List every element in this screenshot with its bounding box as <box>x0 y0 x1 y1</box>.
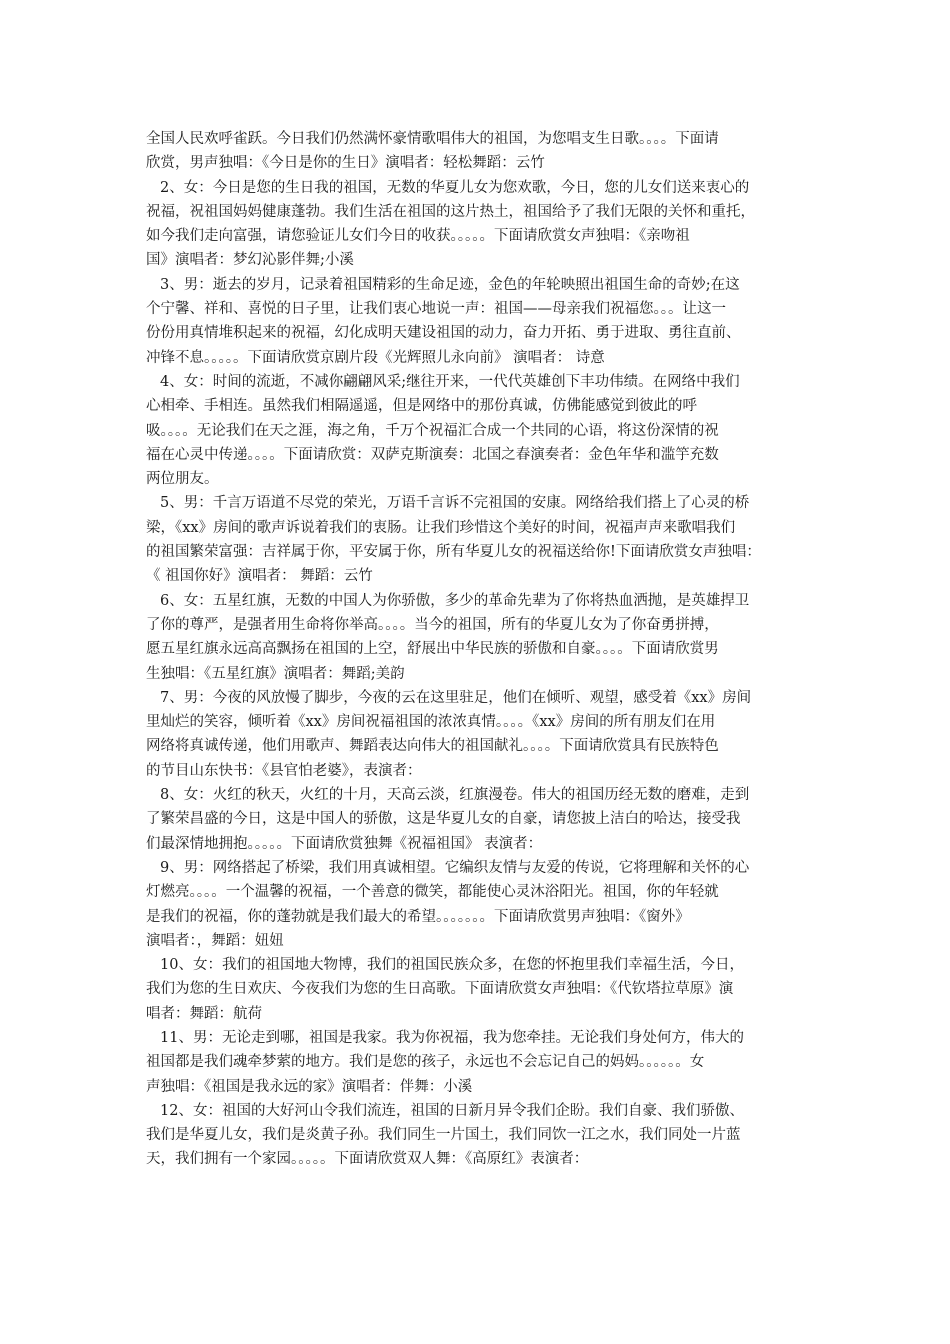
paragraph-start-line: 3、男：逝去的岁月，记录着祖国精彩的生命足迹，金色的年轮映照出祖国生命的奇妙;在这 <box>160 276 740 293</box>
text-line: 是我们的祝福，你的蓬勃就是我们最大的希望。。。。。。。下面请欣赏男声独唱：《窗外》 <box>146 908 690 925</box>
paragraph-start-line: 4、女：时间的流逝，不减你翩翩风采;继往开来，一代代英雄创下丰功伟绩。在网络中我们 <box>160 373 740 390</box>
text-line: 声独唱：《祖国是我永远的家》演唱者：伴舞：小溪 <box>146 1078 473 1095</box>
paragraph-start-line: 12、女：祖国的大好河山令我们流连，祖国的日新月异令我们企盼。我们自豪、我们骄傲、 <box>160 1102 744 1119</box>
text-line: 个宁馨、祥和、喜悦的日子里，让我们衷心地说一声：祖国——母亲我们祝福您。。。让这一 <box>146 301 726 318</box>
text-line: 吸。。。。无论我们在天之涯，海之角，千万个祝福汇合成一个共同的心语，将这份深情的祝 <box>146 422 719 439</box>
text-line: 祖国都是我们魂牵梦萦的地方。我们是您的孩子，永远也不会忘记自己的妈妈。。。。。。女 <box>146 1054 705 1071</box>
paragraph-start-line: 6、女：五星红旗，无数的中国人为你骄傲，多少的革命先辈为了你将热血洒抛，是英雄捍卫 <box>160 592 750 609</box>
text-line: 欣赏，男声独唱：《今日是你的生日》演唱者：轻松舞蹈：云竹 <box>146 155 545 172</box>
text-line: 们最深情地拥抱。。。。。下面请欣赏独舞《祝福祖国》 表演者： <box>146 835 543 852</box>
text-line: 的节目山东快书：《县官怕老婆》，表演者： <box>146 762 422 779</box>
text-line: 心相牵、手相连。虽然我们相隔遥遥，但是网络中的那份真诚，仿佛能感觉到彼此的呼 <box>146 398 697 415</box>
text-line: 份份用真情堆积起来的祝福，幻化成明天建设祖国的动力，奋力开拓、勇于进取、勇往直前、 <box>146 325 741 342</box>
text-line: 网络将真诚传递，他们用歌声、舞蹈表达向伟大的祖国献礼。。。。下面请欣赏具有民族特色 <box>146 738 719 755</box>
text-line: 演唱者：，舞蹈：妞妞 <box>146 932 284 949</box>
text-line: 生独唱：《五星红旗》演唱者：舞蹈;美韵 <box>146 665 405 682</box>
text-line: 了繁荣昌盛的今日，这是中国人的骄傲，这是华夏儿女的自豪，请您披上洁白的哈达，接受我 <box>146 811 741 828</box>
paragraph-start-line: 7、男：今夜的风放慢了脚步，今夜的云在这里驻足，他们在倾听、观望，感受着《xx》房间 <box>160 689 752 706</box>
text-line: 冲锋不息。。。。。下面请欣赏京剧片段《光辉照儿永向前》 演唱者： 诗意 <box>146 349 605 366</box>
text-line: 国》演唱者：梦幻沁影伴舞;小溪 <box>146 252 354 269</box>
text-line: 全国人民欢呼雀跃。今日我们仍然满怀豪情歌唱伟大的祖国，为您唱支生日歌。。。。下面请 <box>146 131 719 147</box>
text-line: 《 祖国你好》演唱者： 舞蹈：云竹 <box>146 568 373 585</box>
text-line: 了你的尊严，是强者用生命将你举高。。。。当今的祖国，所有的华夏儿女为了你奋勇拼搏， <box>146 616 719 633</box>
text-line: 我们为您的生日欢庆、今夜我们为您的生日高歌。下面请欣赏女声独唱：《代钦塔拉草原》演 <box>146 981 734 998</box>
text-line: 里灿烂的笑容，倾听着《xx》房间祝福祖国的浓浓真情。。。。《xx》房间的所有朋友们在用 <box>146 714 716 731</box>
text-line: 两位朋友。 <box>146 471 219 488</box>
paragraph-start-line: 9、男：网络搭起了桥梁，我们用真诚相望。它编织友情与友爱的传说，它将理解和关怀的心 <box>160 859 750 876</box>
paragraph-start-line: 2、女：今日是您的生日我的祖国，无数的华夏儿女为您欢歌，今日，您的儿女们送来衷心的 <box>160 179 750 196</box>
text-line: 如今我们走向富强，请您验证儿女们今日的收获。。。。。下面请欣赏女声独唱：《亲吻祖 <box>146 228 690 245</box>
text-line: 我们是华夏儿女，我们是炎黄子孙。我们同生一片国土，我们同饮一江之水，我们同处一片蓝 <box>146 1127 741 1144</box>
text-line: 唱者：舞蹈：航荷 <box>146 1005 262 1022</box>
text-line: 的祖国繁荣富强：吉祥属于你，平安属于你，所有华夏儿女的祝福送给你!下面请欣赏女声独唱： <box>146 544 761 561</box>
text-line: 福在心灵中传递。。。。下面请欣赏：双萨克斯演奏：北国之春演奏者：金色年华和滥竽充数 <box>146 446 719 463</box>
paragraph-start-line: 5、男：千言万语道不尽党的荣光，万语千言诉不完祖国的安康。网络给我们搭上了心灵的桥 <box>160 495 750 512</box>
text-line: 祝福，祝祖国妈妈健康蓬勃。我们生活在祖国的这片热土，祖国给予了我们无限的关怀和重托， <box>146 203 755 220</box>
text-line: 天，我们拥有一个家园。。。。。下面请欣赏双人舞：《高原红》表演者： <box>146 1151 589 1168</box>
text-line: 梁，《xx》房间的歌声诉说着我们的衷肠。让我们珍惜这个美好的时间，祝福声声来歌唱我们 <box>146 519 736 536</box>
text-line: 愿五星红旗永远高高飘扬在祖国的上空，舒展出中华民族的骄傲和自豪。。。。下面请欣赏男 <box>146 641 719 658</box>
paragraph-start-line: 10、女：我们的祖国地大物博，我们的祖国民族众多，在您的怀抱里我们幸福生活，今日， <box>160 957 744 974</box>
paragraph-start-line: 8、女：火红的秋天，火红的十月，天高云淡，红旗漫卷。伟大的祖国历经无数的磨难，走到 <box>160 787 750 804</box>
text-line: 灯燃亮。。。。一个温馨的祝福，一个善意的微笑，都能使心灵沐浴阳光。祖国，你的年轻就 <box>146 884 719 901</box>
document-body <box>146 127 806 1172</box>
paragraph-start-line: 11、男：无论走到哪，祖国是我家。我为你祝福，我为您牵挂。无论我们身处何方，伟大的 <box>160 1029 744 1046</box>
